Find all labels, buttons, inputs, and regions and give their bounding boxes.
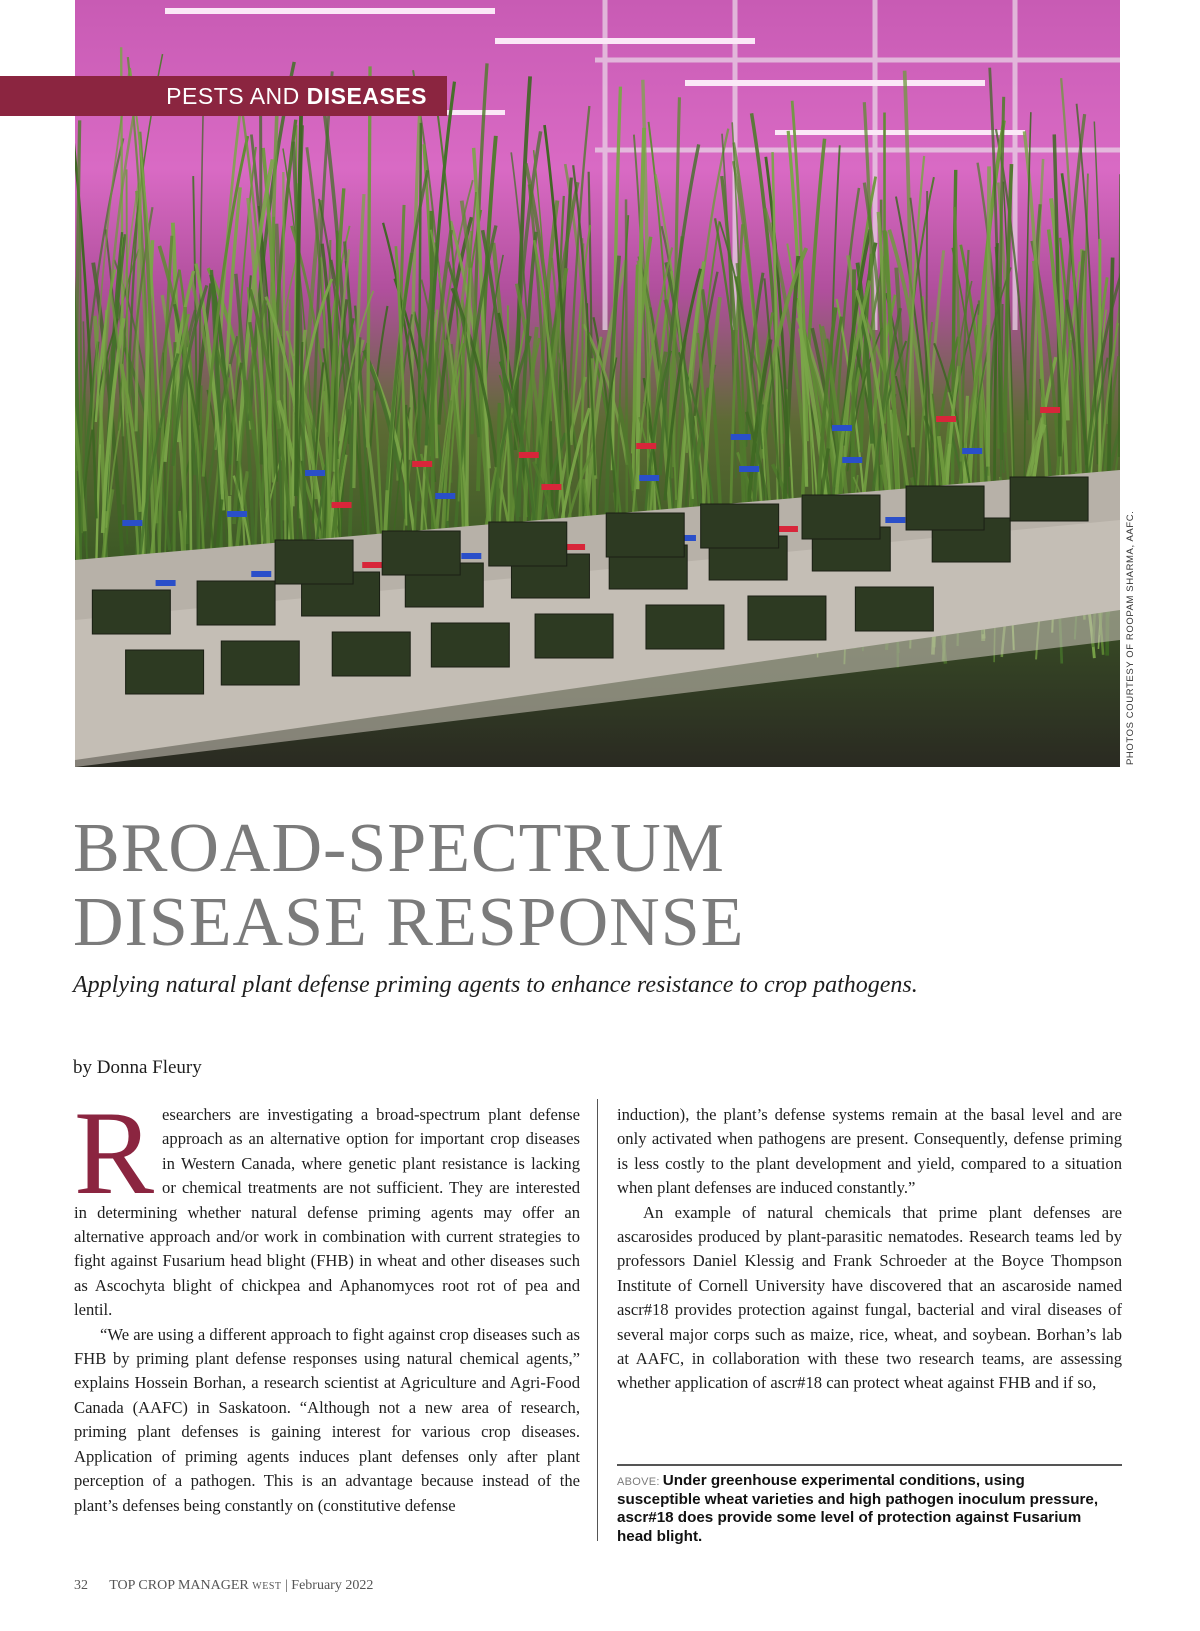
plant-tape <box>842 457 862 463</box>
plant-tape <box>541 484 561 490</box>
deck: Applying natural plant defense priming agents to enhance resistance to crop pathogens. <box>73 972 918 998</box>
body-paragraph-4: An example of natural chemicals that prime plant defenses are ascarosides produced by plant-parasitic nematodes. Research teams led by professors Daniel Klessig and Frank Schroeder at the Boyce Thompson Institute of Cornell University have discovered that an ascaroside named ascr#18 provides protection against fungal, bacterial and viral diseases of several major corps such as maize, rice, wheat, and soybean. Borhan’s lab at AAFC, in collaboration with these two research teams, are assessing whether application of ascr#18 can protect wheat against FHB and if so, <box>617 1202 1122 1393</box>
wheat-blade <box>418 123 420 501</box>
plant-pot <box>221 641 299 685</box>
body-paragraph-1-text: esearchers are investigating a broad-spectrum plant defense approach as an alternative option for important crop diseases in Western Canada, where genetic plant resistance is lacking or chemical treatments are not sufficient. They are interested in determining whether natural defense priming agents may offer an alternative approach and/or work in combination with current strategies to fight against Fusarium head blight (FHB) in wheat and other diseases such as Ascochyta blight of chickpea and Aphanomyces root rot of pea and lentil. <box>74 1105 580 1320</box>
section-tag-emphasis: DISEASES <box>306 83 427 109</box>
plant-pot <box>906 486 984 530</box>
plant-tape <box>412 461 432 467</box>
issue-date: February 2022 <box>291 1578 374 1593</box>
footer-separator: | <box>284 1578 288 1593</box>
plant-tape <box>1040 407 1060 413</box>
plant-tape <box>435 493 455 499</box>
headline-line-1: BROAD-SPECTRUM <box>73 810 725 887</box>
page-number: 32 <box>74 1578 88 1593</box>
magazine-name: TOP CROP MANAGER <box>109 1578 249 1593</box>
plant-tape <box>885 517 905 523</box>
plant-tape <box>739 466 759 472</box>
plant-pot <box>332 632 410 676</box>
plant-pot <box>606 513 684 557</box>
plant-tape <box>227 511 247 517</box>
plant-pot <box>382 531 460 575</box>
plant-pot <box>126 650 204 694</box>
plant-tape <box>731 434 751 440</box>
page-footer <box>74 1578 373 1594</box>
plant-tape <box>936 416 956 422</box>
body-column-right <box>617 1103 1122 1396</box>
wheat-blade <box>193 176 198 566</box>
plant-tape <box>461 553 481 559</box>
plant-pot <box>748 596 826 640</box>
dropcap: R <box>74 1086 155 1219</box>
headline <box>73 812 744 960</box>
wheat-blade <box>368 66 370 447</box>
plant-pot <box>535 614 613 658</box>
plant-tape <box>778 526 798 532</box>
plant-pot <box>1010 477 1088 521</box>
plant-tape <box>122 520 142 526</box>
plant-pot <box>92 590 170 634</box>
byline: by Donna Fleury <box>73 1057 202 1078</box>
plant-tape <box>362 562 382 568</box>
section-tag <box>0 76 447 116</box>
plant-pot <box>802 495 880 539</box>
body-paragraph-1 <box>74 1086 580 1323</box>
plant-pot <box>431 623 509 667</box>
photo-caption <box>617 1472 1107 1546</box>
section-tag-prefix: PESTS AND <box>166 83 300 109</box>
caption-label: ABOVE: <box>617 1476 660 1488</box>
plant-tape <box>565 544 585 550</box>
plant-pot <box>489 522 567 566</box>
plant-pot <box>197 581 275 625</box>
body-paragraph-2: “We are using a different approach to fight against crop diseases such as FHB by priming plant defense responses using natural chemical agents,” explains Hossein Borhan, a research scientist at Agriculture and Agri-Food Canada (AAFC) in Saskatoon. “Although not a new area of research, priming plant defenses is gaining interest for various crop diseases. Application of priming agents induces plant defenses only after plant perception of a pathogen. This is an advantage because instead of the plant’s defenses being constantly on (constitutive defense <box>74 1324 580 1515</box>
plant-tape <box>639 475 659 481</box>
plant-tape <box>636 443 656 449</box>
plant-pot <box>701 504 779 548</box>
headline-line-2: DISEASE RESPONSE <box>73 884 745 961</box>
plant-tape <box>832 425 852 431</box>
wheat-blade <box>1119 174 1120 457</box>
body-paragraph-3: induction), the plant’s defense systems remain at the basal level and are only activated when pathogens are present. Consequently, defense priming is less costly to the plant development and yield, compared to a situation when plant defenses are induced constantly.” <box>617 1105 1122 1198</box>
plant-pot <box>646 605 724 649</box>
plant-tape <box>156 580 176 586</box>
caption-text: Under greenhouse experimental conditions, using susceptible wheat varieties and high pathogen inoculum pressure, ascr#18 does provide some level of protection against Fusarium head blight. <box>617 1472 1099 1545</box>
plant-pot <box>855 587 933 631</box>
magazine-edition: WEST <box>252 1581 282 1592</box>
body-column-left <box>74 1086 580 1518</box>
plant-tape <box>962 448 982 454</box>
plant-tape <box>332 502 352 508</box>
photo-credit: PHOTOS COURTESY OF ROOPAM SHARMA, AAFC. <box>1125 510 1136 765</box>
plant-pot <box>275 540 353 584</box>
plant-tape <box>519 452 539 458</box>
plant-tape <box>251 571 271 577</box>
caption-divider <box>617 1464 1122 1466</box>
plant-tape <box>305 470 325 476</box>
wheat-blade <box>988 166 989 466</box>
column-divider <box>597 1099 598 1541</box>
